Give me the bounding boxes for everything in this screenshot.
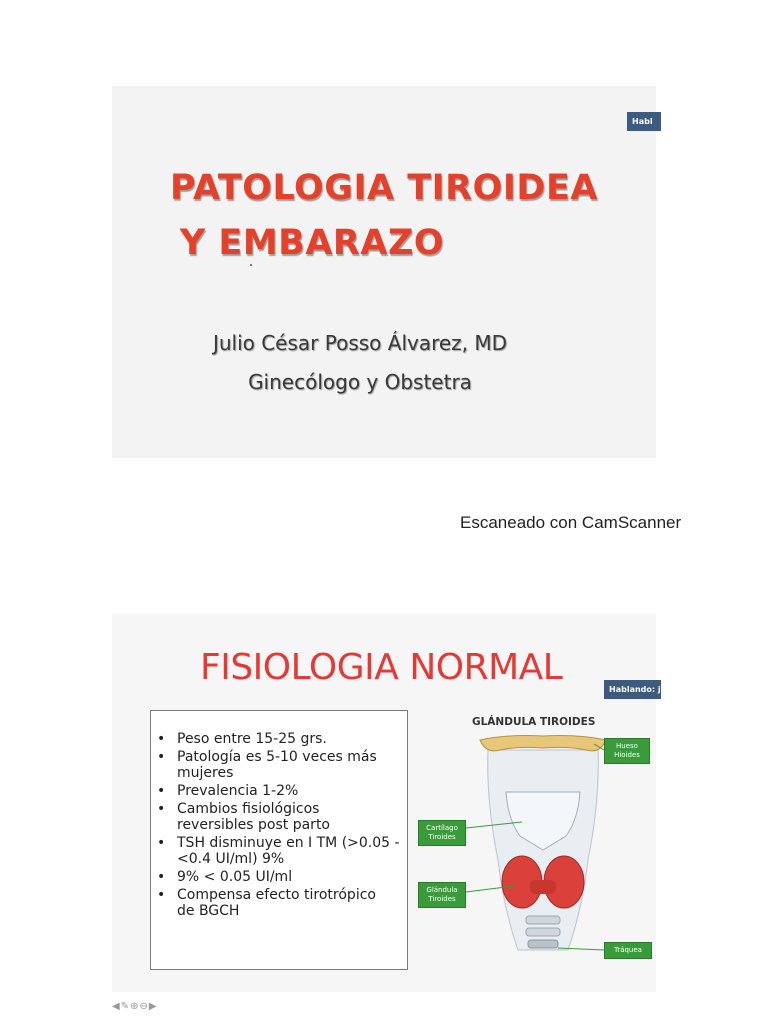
- slide-title: [112, 86, 656, 458]
- arrow-right-icon[interactable]: ▶: [148, 1001, 158, 1012]
- zoom-icon[interactable]: ⊕: [130, 1001, 140, 1012]
- bullet-item: • TSH disminuye en I TM (>0.05 - <0.4 UI/ml) 9%: [177, 835, 402, 867]
- thyroid-diagram: [418, 710, 656, 980]
- label-cartilago-tiroides: Cartílago Tiroides: [418, 820, 466, 846]
- speaker-tag: Habl: [627, 112, 661, 131]
- speck: [250, 264, 252, 266]
- slide-title: FISIOLOGIA NORMAL: [200, 647, 563, 688]
- bullet-item: • Cambios fisiológicos reversibles post parto: [177, 801, 357, 833]
- bullet-item: • Compensa efecto tirotrópico de BGCH: [177, 887, 387, 919]
- bullet-item: • Patología es 5-10 veces más mujeres: [177, 749, 397, 781]
- camscanner-watermark: Escaneado con CamScanner: [460, 513, 682, 532]
- pencil-icon[interactable]: ✎: [120, 1001, 131, 1012]
- title-line-2: Y EMBARAZO: [179, 223, 445, 263]
- title-line-1: PATOLOGIA TIROIDEA: [170, 168, 598, 208]
- bullet-list: [151, 711, 407, 919]
- author-role: Ginecólogo y Obstetra: [248, 370, 472, 394]
- label-traquea: Tráquea: [604, 942, 652, 959]
- slide-nav: [112, 1001, 158, 1012]
- author-name: Julio César Posso Álvarez, MD: [212, 331, 508, 355]
- diagram-title: GLÁNDULA TIROIDES: [472, 716, 596, 728]
- bullet-item: • Prevalencia 1-2%: [177, 783, 407, 799]
- bullet-item: • Peso entre 15-25 grs.: [177, 731, 407, 747]
- slide-fisiologia: [112, 614, 661, 992]
- label-glandula-tiroides: Glándula Tiroides: [418, 882, 466, 908]
- bullet-item: • 9% < 0.05 UI/ml: [177, 869, 407, 885]
- bullet-box: [150, 710, 408, 970]
- menu-icon[interactable]: ⊖: [139, 1001, 149, 1012]
- speaker-tag: Hablando: j: [604, 680, 661, 699]
- label-hueso-hioides: Hueso Hioides: [604, 738, 650, 764]
- arrow-left-icon[interactable]: ◀: [112, 1001, 121, 1012]
